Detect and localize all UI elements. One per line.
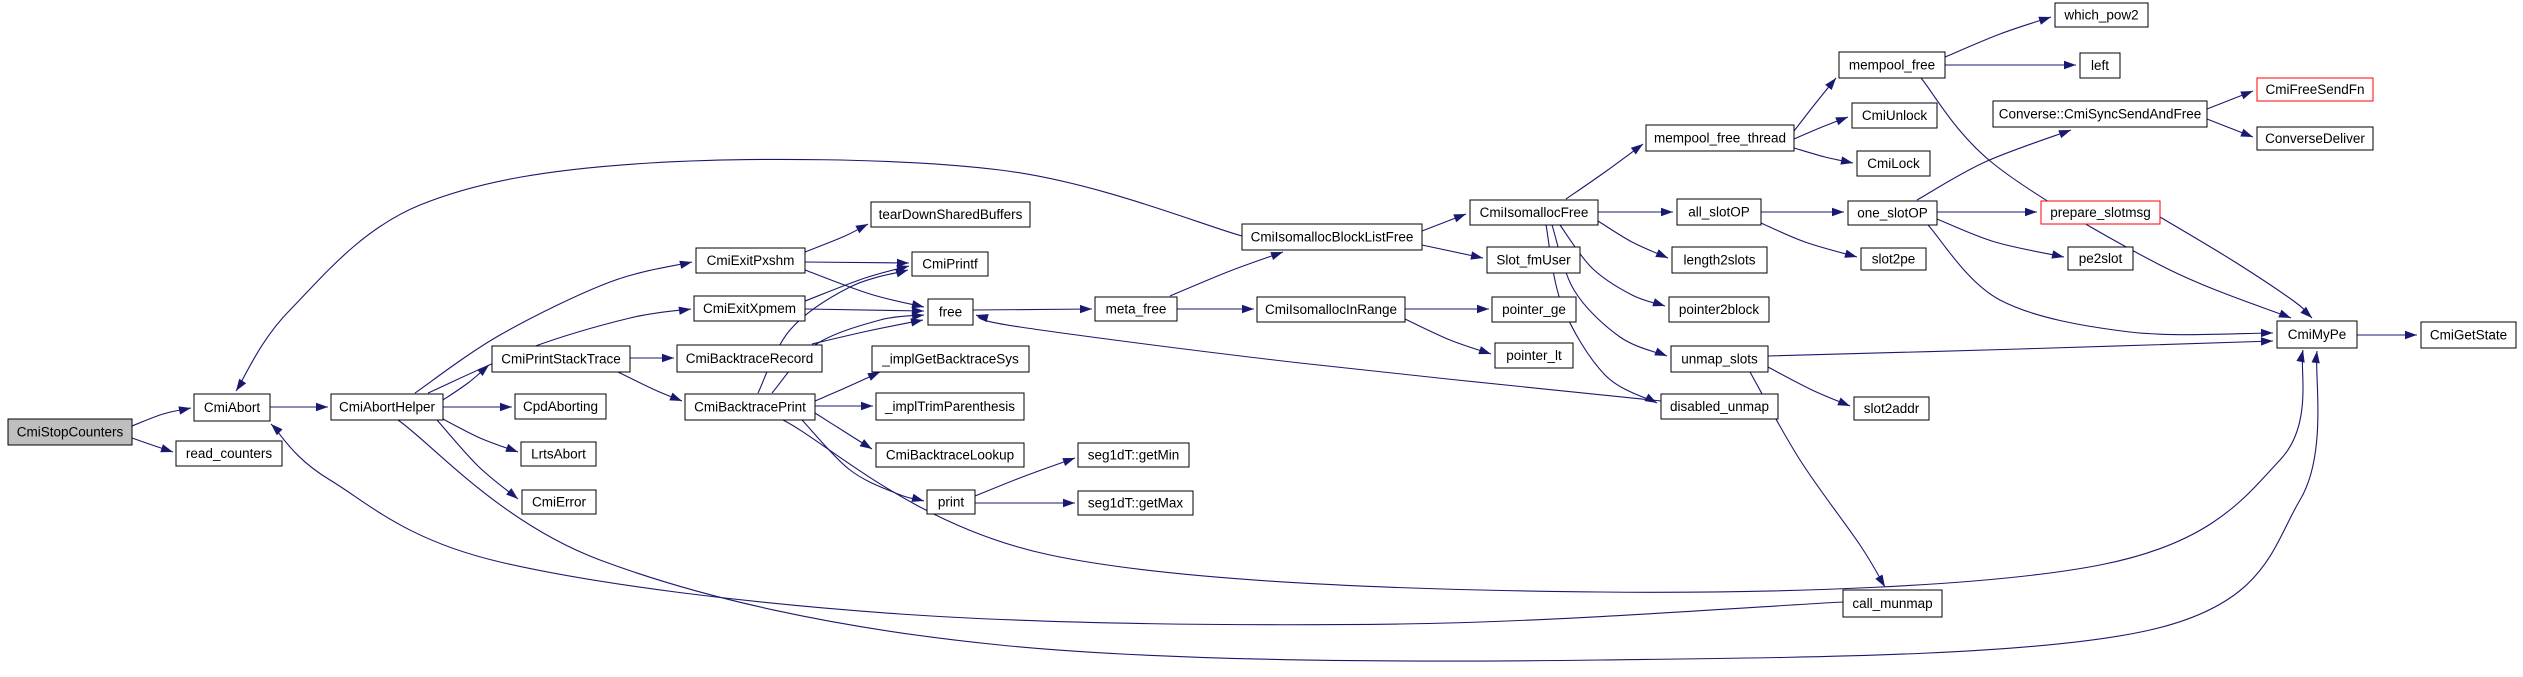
arrowhead-mempool_free-to-CmiMyPe — [2278, 310, 2291, 318]
node-label-seg1dT_getMin[interactable]: seg1dT::getMin — [1087, 447, 1180, 463]
node-all_slotOP[interactable] — [1677, 199, 1761, 225]
node-CmiLock[interactable] — [1857, 151, 1930, 176]
arrowhead-CmiIsomallocInRange-to-pointer_lt — [1478, 346, 1491, 354]
arrowhead-CmiExitPxshm-to-tearDownSharedBuffers — [855, 224, 868, 233]
edge-CmiBacktracePrint-to-CmiMyPe — [783, 350, 2303, 592]
edge-CmiIsomallocInRange-to-pointer_lt — [1405, 319, 1491, 354]
node-CpdAborting[interactable] — [515, 394, 606, 419]
node-label-CpdAborting[interactable]: CpdAborting — [522, 399, 599, 414]
node-label-read_counters[interactable]: read_counters — [185, 446, 273, 461]
node-_implTrimParenthesis[interactable] — [876, 393, 1024, 420]
node-pointer_lt[interactable] — [1495, 343, 1573, 368]
arrowhead-CmiIsomallocFree-to-length2slots — [1655, 249, 1668, 258]
node-label-mempool_free[interactable]: mempool_free — [1848, 57, 1936, 73]
node-label-_implGetBacktraceSys[interactable]: _implGetBacktraceSys — [882, 351, 1019, 367]
arrowhead-CmiIsomallocFree-to-pointer2block — [1652, 298, 1665, 306]
node-label-CmiExitXpmem[interactable]: CmiExitXpmem — [702, 301, 797, 316]
node-CmiIsomallocInRange[interactable] — [1257, 297, 1405, 322]
node-label-CmiPrintStackTrace[interactable]: CmiPrintStackTrace — [501, 351, 621, 367]
edge-call_munmap-to-CmiAbort — [271, 424, 1843, 625]
node-label-unmap_slots[interactable]: unmap_slots — [1681, 351, 1758, 367]
edge-one_slotOP-to-pe2slot — [1937, 219, 2064, 257]
node-label-CmiGetState[interactable]: CmiGetState — [2429, 327, 2508, 343]
arrowhead-CmiBacktracePrint-to-print — [911, 494, 924, 502]
node-left[interactable] — [2080, 53, 2120, 78]
node-label-ConverseDeliver[interactable]: ConverseDeliver — [2265, 131, 2365, 146]
arrowhead-all_slotOP-to-one_slotOP — [1832, 208, 1844, 216]
node-CmiPrintStackTrace[interactable] — [492, 346, 630, 372]
node-CmiBacktracePrint[interactable] — [685, 394, 815, 420]
node-CmiStopCounters[interactable] — [8, 419, 132, 445]
node-ConverseDeliver[interactable] — [2257, 127, 2373, 150]
arrowhead-CmiIsomallocBlockListFree-to-Slot_fmUser — [1470, 251, 1483, 259]
node-label-pointer_lt[interactable]: pointer_lt — [1506, 348, 1562, 363]
node-label-call_munmap[interactable]: call_munmap — [1852, 596, 1933, 611]
node-slot2addr[interactable] — [1854, 397, 1929, 420]
arrowhead-CmiAbortHelper-to-CmiExitPxshm — [679, 261, 692, 269]
arrowhead-CmiAbortHelper-to-CpdAborting — [500, 403, 512, 411]
node-label-CmiIsomallocInRange[interactable]: CmiIsomallocInRange — [1264, 302, 1398, 317]
arrowhead-CmiAbortHelper-to-CmiExitXpmem — [679, 307, 692, 315]
node-label-Slot_fmUser[interactable]: Slot_fmUser — [1496, 252, 1571, 268]
node-label-pointer_ge[interactable]: pointer_ge — [1502, 302, 1566, 317]
node-label-tearDownSharedBuffers[interactable]: tearDownSharedBuffers — [878, 207, 1023, 222]
edge-CmiIsomallocFree-to-mempool_free_thread — [1566, 144, 1643, 199]
node-label-meta_free[interactable]: meta_free — [1105, 301, 1167, 317]
edge-CmiAbortHelper-to-LrtsAbort — [441, 418, 518, 452]
node-label-length2slots[interactable]: length2slots — [1683, 252, 1756, 268]
node-meta_free[interactable] — [1095, 297, 1177, 321]
node-label-free[interactable]: free — [938, 304, 963, 320]
node-CmiExitPxshm[interactable] — [696, 248, 805, 273]
arrowhead-prepare_slotmsg-to-CmiMyPe — [2300, 307, 2312, 318]
edge-meta_free-to-CmiIsomallocBlockListFree — [1170, 252, 1283, 296]
node-label-_implTrimParenthesis[interactable]: _implTrimParenthesis — [884, 399, 1016, 414]
edge-CmiExitPxshm-to-free — [805, 270, 924, 307]
node-label-CmiLock[interactable]: CmiLock — [1867, 156, 1920, 171]
node-label-CmiBacktraceRecord[interactable]: CmiBacktraceRecord — [685, 351, 814, 366]
arrowhead-mempool_free_thread-to-CmiLock — [1840, 156, 1853, 164]
node-slot2pe[interactable] — [1861, 248, 1926, 270]
node-CmiFreeSendFn[interactable] — [2257, 78, 2373, 101]
node-_implGetBacktraceSys[interactable] — [872, 346, 1029, 372]
arrowhead-CmiAbortHelper-to-CmiMyPe — [2312, 351, 2320, 363]
node-CmiIsomallocBlockListFree[interactable] — [1242, 224, 1422, 250]
node-free[interactable] — [928, 299, 973, 325]
node-disabled_unmap[interactable] — [1661, 394, 1778, 419]
edge-mempool_free-to-which_pow2 — [1945, 17, 2051, 57]
node-read_counters[interactable] — [176, 441, 282, 466]
arrowhead-one_slotOP-to-CmiMyPe — [2261, 329, 2273, 337]
node-label-CmiPrintf[interactable]: CmiPrintf — [922, 256, 978, 272]
node-label-all_slotOP[interactable]: all_slotOP — [1688, 204, 1750, 220]
arrowhead-CmiIsomallocInRange-to-pointer_ge — [1477, 305, 1489, 313]
node-mempool_free_thread[interactable] — [1646, 125, 1794, 151]
arrowhead-meta_free-to-CmiIsomallocInRange — [1242, 305, 1254, 313]
node-CmiAbort[interactable] — [194, 394, 270, 421]
node-seg1dT_getMin[interactable] — [1078, 443, 1189, 467]
arrowhead-CmiIsomallocFree-to-unmap_slots — [1654, 348, 1667, 356]
node-Converse_CmiSyncSendAndFree[interactable] — [1993, 101, 2207, 127]
arrowhead-CmiIsomallocBlockListFree-to-CmiAbort — [236, 379, 246, 391]
arrowhead-CmiAbortHelper-to-LrtsAbort — [505, 444, 518, 452]
edge-unmap_slots-to-CmiMyPe — [1768, 341, 2273, 356]
edge-CmiExitPxshm-to-CmiPrintf — [805, 262, 909, 263]
arrowhead-CmiStopCounters-to-CmiAbort — [178, 406, 191, 414]
node-label-pe2slot[interactable]: pe2slot — [2078, 251, 2123, 266]
node-label-LrtsAbort[interactable]: LrtsAbort — [531, 446, 586, 462]
node-label-one_slotOP[interactable]: one_slotOP — [1857, 205, 1928, 221]
arrowhead-mempool_free-to-left — [2064, 61, 2076, 69]
arrowhead-CmiIsomallocFree-to-all_slotOP — [1661, 208, 1673, 216]
node-label-seg1dT_getMax[interactable]: seg1dT::getMax — [1087, 495, 1184, 511]
node-CmiBacktraceRecord[interactable] — [677, 345, 822, 372]
arrowhead-CmiAbortHelper-to-CmiError — [506, 488, 518, 499]
node-CmiError[interactable] — [522, 490, 596, 514]
node-label-slot2pe[interactable]: slot2pe — [1871, 251, 1916, 267]
node-label-CmiStopCounters[interactable]: CmiStopCounters — [16, 424, 124, 440]
edge-free-to-meta_free — [973, 309, 1092, 310]
node-which_pow2[interactable] — [2055, 3, 2148, 27]
arrowhead-unmap_slots-to-slot2addr — [1837, 398, 1850, 407]
arrowhead-print-to-seg1dT_getMin — [1062, 458, 1075, 466]
arrowhead-one_slotOP-to-prepare_slotmsg — [2025, 208, 2037, 216]
node-label-left[interactable]: left — [2090, 58, 2110, 73]
arrowhead-CmiPrintStackTrace-to-CmiBacktraceRecord — [662, 354, 674, 362]
node-CmiMyPe[interactable] — [2277, 321, 2357, 348]
arrowhead-one_slotOP-to-Converse_CmiSyncSendAndFree — [2058, 130, 2071, 138]
node-CmiUnlock[interactable] — [1852, 103, 1937, 128]
arrowhead-mempool_free_thread-to-mempool_free — [1825, 78, 1836, 90]
node-CmiIsomallocFree[interactable] — [1470, 200, 1598, 225]
arrowhead-CmiStopCounters-to-read_counters — [160, 444, 173, 452]
arrowhead-all_slotOP-to-slot2pe — [1844, 250, 1857, 258]
edge-CmiExitXpmem-to-free — [805, 309, 924, 311]
node-prepare_slotmsg[interactable] — [2041, 201, 2160, 224]
node-label-CmiMyPe[interactable]: CmiMyPe — [2287, 327, 2347, 342]
arrowhead-call_munmap-to-CmiAbort — [271, 424, 283, 435]
node-unmap_slots[interactable] — [1671, 346, 1768, 372]
node-label-disabled_unmap[interactable]: disabled_unmap — [1669, 399, 1770, 414]
arrowhead-CmiIsomallocBlockListFree-to-CmiIsomallocFree — [1453, 214, 1466, 222]
node-label-slot2addr[interactable]: slot2addr — [1863, 401, 1920, 416]
node-one_slotOP[interactable] — [1848, 201, 1937, 225]
node-label-CmiAbort[interactable]: CmiAbort — [203, 400, 261, 415]
arrowhead-unmap_slots-to-CmiMyPe — [2261, 337, 2273, 345]
arrowhead-Converse_CmiSyncSendAndFree-to-ConverseDeliver — [2240, 129, 2253, 137]
edge-CmiBacktracePrint-to-CmiPrintf — [758, 270, 908, 393]
arrowhead-disabled_unmap-to-free — [976, 314, 989, 322]
node-label-pointer2block[interactable]: pointer2block — [1678, 302, 1760, 317]
node-CmiAbortHelper[interactable] — [331, 394, 443, 420]
edge-unmap_slots-to-slot2addr — [1768, 367, 1850, 406]
node-label-CmiBacktraceLookup[interactable]: CmiBacktraceLookup — [885, 447, 1015, 463]
node-label-CmiFreeSendFn[interactable]: CmiFreeSendFn — [2265, 82, 2365, 97]
arrowhead-CmiBacktracePrint-to-CmiPrintf — [895, 269, 908, 277]
node-Slot_fmUser[interactable] — [1487, 247, 1580, 273]
node-CmiBacktraceLookup[interactable] — [876, 443, 1024, 467]
arrowhead-CmiIsomallocFree-to-disabled_unmap — [1644, 394, 1657, 403]
node-label-prepare_slotmsg[interactable]: prepare_slotmsg — [2050, 205, 2151, 220]
node-label-CmiIsomallocBlockListFree[interactable]: CmiIsomallocBlockListFree — [1250, 229, 1414, 245]
node-label-CmiError[interactable]: CmiError — [532, 494, 586, 510]
node-seg1dT_getMax[interactable] — [1078, 491, 1193, 515]
arrowhead-unmap_slots-to-call_munmap — [1875, 575, 1885, 588]
arrowhead-CmiIsomallocFree-to-mempool_free_thread — [1631, 144, 1643, 155]
node-pointer2block[interactable] — [1669, 297, 1769, 322]
node-label-Converse_CmiSyncSendAndFree[interactable]: Converse::CmiSyncSendAndFree — [1998, 106, 2202, 122]
node-LrtsAbort[interactable] — [521, 442, 596, 466]
edge-prepare_slotmsg-to-CmiMyPe — [2160, 217, 2312, 318]
arrowhead-meta_free-to-CmiIsomallocBlockListFree — [1270, 252, 1283, 260]
edge-CmiAbortHelper-to-CmiExitPxshm — [415, 262, 692, 393]
arrowhead-CmiBacktracePrint-to-_implTrimParenthesis — [861, 402, 873, 410]
node-pe2slot[interactable] — [2068, 247, 2133, 270]
node-mempool_free[interactable] — [1839, 52, 1945, 78]
arrowhead-print-to-seg1dT_getMax — [1063, 499, 1075, 507]
node-label-print[interactable]: print — [937, 494, 965, 510]
node-label-CmiIsomallocFree[interactable]: CmiIsomallocFree — [1479, 205, 1589, 220]
node-CmiGetState[interactable] — [2421, 322, 2516, 348]
arrowhead-one_slotOP-to-pe2slot — [2051, 250, 2064, 258]
edge-one_slotOP-to-CmiMyPe — [1928, 225, 2273, 335]
arrowhead-CmiBacktracePrint-to-CmiBacktraceLookup — [860, 439, 872, 449]
node-print[interactable] — [927, 490, 975, 514]
arrowhead-CmiBacktraceRecord-to-free — [910, 318, 923, 326]
edge-CmiIsomallocFree-to-unmap_slots — [1552, 225, 1667, 356]
arrowhead-CmiPrintStackTrace-to-CmiBacktracePrint — [669, 393, 682, 401]
node-pointer_ge[interactable] — [1492, 297, 1576, 322]
edge-one_slotOP-to-Converse_CmiSyncSendAndFree — [1917, 130, 2071, 200]
arrowhead-free-to-meta_free — [1080, 305, 1092, 313]
node-label-CmiBacktracePrint[interactable]: CmiBacktracePrint — [694, 399, 806, 415]
arrowhead-CmiBacktracePrint-to-CmiMyPe — [2296, 350, 2304, 363]
arrowhead-Converse_CmiSyncSendAndFree-to-CmiFreeSendFn — [2240, 91, 2253, 99]
arrowhead-mempool_free_thread-to-CmiUnlock — [1835, 117, 1848, 125]
node-label-CmiUnlock[interactable]: CmiUnlock — [1861, 108, 1928, 123]
node-length2slots[interactable] — [1672, 247, 1767, 273]
arrowhead-CmiAbort-to-CmiAbortHelper — [316, 403, 328, 411]
node-label-mempool_free_thread[interactable]: mempool_free_thread — [1653, 130, 1787, 146]
node-label-CmiAbortHelper[interactable]: CmiAbortHelper — [338, 399, 436, 415]
node-CmiExitXpmem[interactable] — [694, 296, 805, 321]
arrowhead-mempool_free-to-which_pow2 — [2038, 17, 2051, 25]
edge-all_slotOP-to-slot2pe — [1761, 223, 1857, 257]
node-CmiPrintf[interactable] — [912, 252, 988, 276]
arrowhead-CmiBacktracePrint-to-_implGetBacktraceSys — [867, 372, 880, 381]
node-label-CmiExitPxshm[interactable]: CmiExitPxshm — [706, 253, 795, 268]
node-call_munmap[interactable] — [1843, 590, 1942, 617]
arrowhead-CmiMyPe-to-CmiGetState — [2405, 331, 2417, 339]
node-tearDownSharedBuffers[interactable] — [871, 202, 1030, 227]
node-label-which_pow2[interactable]: which_pow2 — [2064, 7, 2139, 23]
